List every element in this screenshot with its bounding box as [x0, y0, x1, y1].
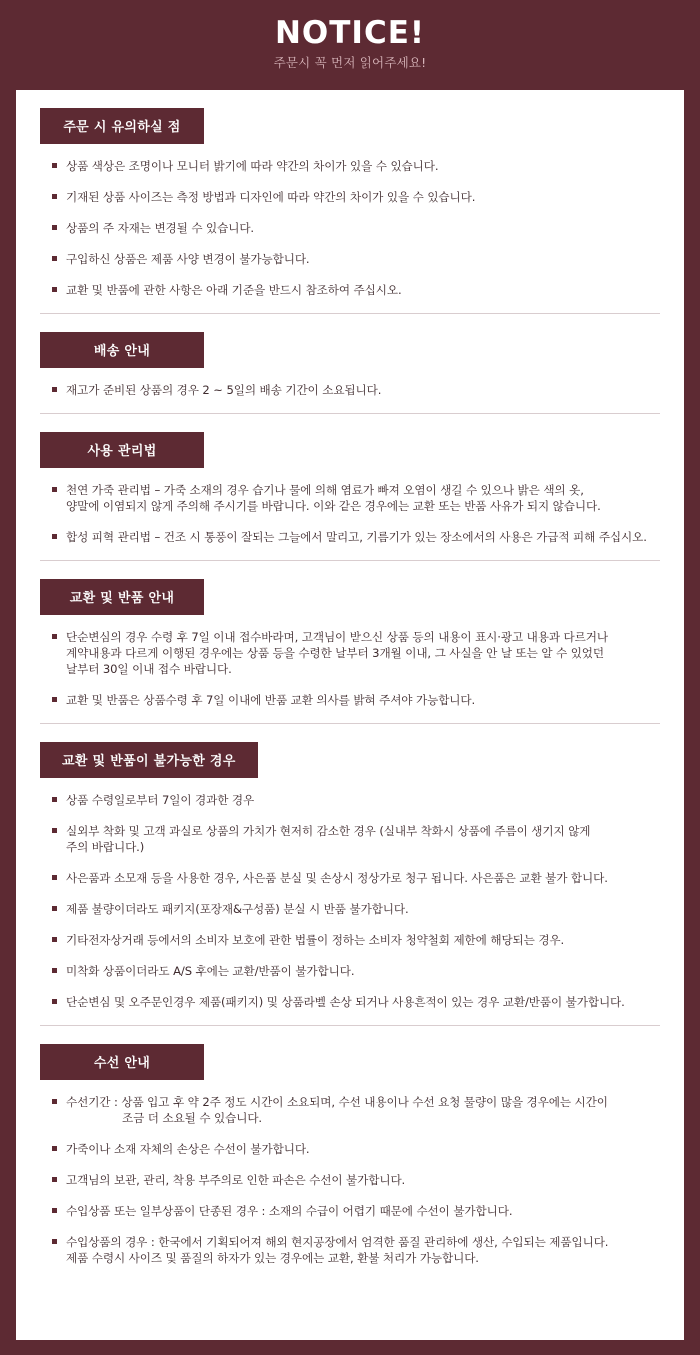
list-item-line: 구입하신 상품은 제품 사양 변경이 불가능합니다.: [66, 252, 310, 266]
list-item: [50, 482, 654, 514]
list-item-line: 수입상품 또는 일부상품이 단종된 경우 : 소재의 수급이 어렵기 때문에 수선이 불가합니다.: [66, 1204, 513, 1218]
list-item: [50, 1203, 654, 1219]
section-item-list: [16, 158, 684, 298]
list-item: [50, 282, 654, 298]
list-item-line: 재고가 준비된 상품의 경우 2 ~ 5일의 배송 기간이 소요됩니다.: [66, 383, 382, 397]
list-item-line: 조금 더 소요될 수 있습니다.: [122, 1111, 263, 1125]
list-item-line: 상품의 주 자재는 변경될 수 있습니다.: [66, 221, 255, 235]
list-item-line: 천연 가죽 관리법 – 가죽 소재의 경우 습기나 물에 의해 염료가 빠져 오염이 생길 수 있으나 밝은 색의 옷,: [66, 483, 584, 497]
section-item-list: [16, 629, 684, 708]
notice-header: [0, 0, 700, 88]
list-item-line: 상품 색상은 조명이나 모니터 밝기에 따라 약간의 차이가 있을 수 있습니다.: [66, 159, 439, 173]
list-item-line: 실외부 착화 및 고객 과실로 상품의 가치가 현저히 감소한 경우 (실내부 착화시 상품에 주름이 생기지 않게: [66, 824, 591, 838]
list-item: [50, 792, 654, 808]
section-heading: 교환 및 반품 안내: [40, 579, 204, 615]
list-item-line: 교환 및 반품에 관한 사항은 아래 기준을 반드시 참조하여 주십시오.: [66, 283, 402, 297]
section-item-list: [16, 792, 684, 1010]
section-heading: 사용 관리법: [40, 432, 204, 468]
list-item: [50, 823, 654, 855]
list-item-line: 합성 피혁 관리법 – 건조 시 통풍이 잘되는 그늘에서 말리고, 기름기가 있는 장소에서의 사용은 가급적 피해 주십시오.: [66, 530, 647, 544]
section-item-list: [16, 1094, 684, 1266]
list-item: [50, 870, 654, 886]
section-heading: 주문 시 유의하실 점: [40, 108, 204, 144]
list-item: [50, 382, 654, 398]
list-item-line: 상품 수령일로부터 7일이 경과한 경우: [66, 793, 255, 807]
section-heading: 배송 안내: [40, 332, 204, 368]
list-item: [50, 692, 654, 708]
list-item: [50, 189, 654, 205]
list-item-line: 주의 바랍니다.): [66, 840, 145, 854]
list-item: [50, 158, 654, 174]
list-item-line: 기재된 상품 사이즈는 측정 방법과 디자인에 따라 약간의 차이가 있을 수 있습니다.: [66, 190, 476, 204]
notice-section: [16, 561, 684, 724]
list-item-line: 양말에 이염되지 않게 주의해 주시기를 바랍니다. 이와 같은 경우에는 교환 또는 반품 사유가 되지 않습니다.: [66, 499, 601, 513]
list-item: [50, 529, 654, 545]
list-item-line: 날부터 30일 이내 접수 바랍니다.: [66, 662, 232, 676]
list-item-line: 수입상품의 경우 : 한국에서 기획되어져 해외 현지공장에서 엄격한 품질 관리하에 생산, 수입되는 제품입니다.: [66, 1235, 609, 1249]
list-item: [50, 251, 654, 267]
list-item: [50, 901, 654, 917]
list-item-line: 제품 불량이더라도 패키지(포장재&구성품) 분실 시 반품 불가합니다.: [66, 902, 409, 916]
list-item-line: 미착화 상품이더라도 A/S 후에는 교환/반품이 불가합니다.: [66, 964, 355, 978]
section-item-list: [16, 382, 684, 398]
list-item: [50, 932, 654, 948]
page-subtitle: 주문시 꼭 먼저 읽어주세요!: [273, 55, 427, 70]
list-item: [50, 1172, 654, 1188]
notice-body-panel: [16, 90, 684, 1340]
section-item-list: [16, 482, 684, 545]
notice-section: [16, 414, 684, 561]
list-item-line: 수선기간 : 상품 입고 후 약 2주 정도 시간이 소요되며, 수선 내용이나 수선 요청 물량이 많을 경우에는 시간이: [66, 1095, 608, 1109]
list-item-line: 제품 수령시 사이즈 및 품질의 하자가 있는 경우에는 교환, 환불 처리가 가능합니다.: [66, 1251, 479, 1265]
section-heading: 교환 및 반품이 불가능한 경우: [40, 742, 258, 778]
notice-section: [16, 724, 684, 1026]
list-item: [50, 1141, 654, 1157]
list-item-line: 계약내용과 다르게 이행된 경우에는 상품 등을 수령한 날부터 3개월 이내, 그 사실을 안 날 또는 알 수 있었던: [66, 646, 604, 660]
notice-section: [16, 90, 684, 314]
page-title: NOTICE!: [274, 15, 426, 51]
list-item: [50, 629, 654, 677]
list-item-line: 가죽이나 소재 자체의 손상은 수선이 불가합니다.: [66, 1142, 310, 1156]
list-item-line: 사은품과 소모재 등을 사용한 경우, 사은품 분실 및 손상시 정상가로 청구 됩니다. 사은품은 교환 불가 합니다.: [66, 871, 608, 885]
list-item: [50, 994, 654, 1010]
notice-section: [16, 314, 684, 414]
list-item-line: 고객님의 보관, 관리, 착용 부주의로 인한 파손은 수선이 불가합니다.: [66, 1173, 406, 1187]
notice-sections: [16, 90, 684, 1266]
list-item-line: 교환 및 반품은 상품수령 후 7일 이내에 반품 교환 의사를 밝혀 주셔야 가능합니다.: [66, 693, 476, 707]
list-item: [50, 1094, 654, 1126]
list-item-line: 기타전자상거래 등에서의 소비자 보호에 관한 법률이 정하는 소비자 청약철회 제한에 해당되는 경우.: [66, 933, 565, 947]
list-item-line: 단순변심의 경우 수령 후 7일 이내 접수바라며, 고객님이 받으신 상품 등의 내용이 표시·광고 내용과 다르거나: [66, 630, 608, 644]
list-item: [50, 220, 654, 236]
list-item: [50, 963, 654, 979]
list-item: [50, 1234, 654, 1266]
list-item-line: 단순변심 및 오주문인경우 제품(패키지) 및 상품라벨 손상 되거나 사용흔적이 있는 경우 교환/반품이 불가합니다.: [66, 995, 625, 1009]
section-heading: 수선 안내: [40, 1044, 204, 1080]
notice-section: [16, 1026, 684, 1266]
